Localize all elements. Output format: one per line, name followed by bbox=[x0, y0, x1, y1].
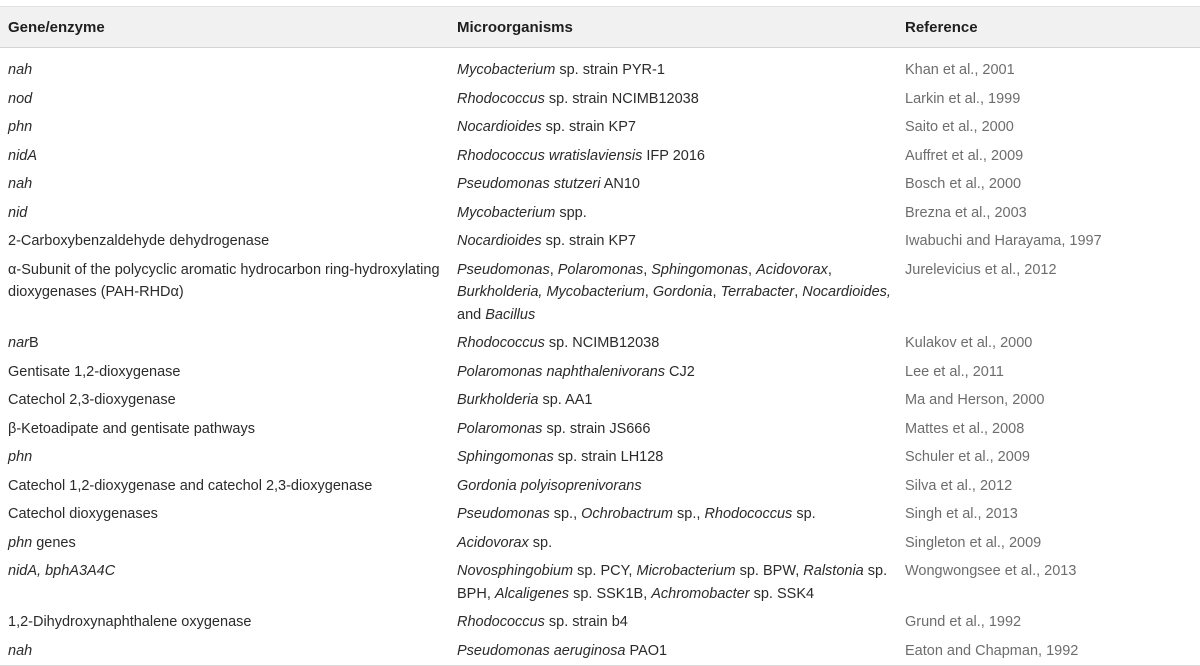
cell-microorganisms bbox=[449, 329, 897, 358]
cell-text: Sphingomonas bbox=[457, 449, 554, 465]
header-row bbox=[0, 7, 1200, 48]
cell-reference: Singh et al., 2013 bbox=[905, 506, 1018, 522]
cell-text: Nocardioides bbox=[457, 119, 542, 135]
cell-text: sp. AA1 bbox=[538, 392, 593, 408]
cell-text: sp., bbox=[673, 506, 705, 522]
table-row bbox=[0, 386, 1200, 415]
cell-gene-enzyme bbox=[0, 85, 449, 114]
cell-text: Gordonia bbox=[652, 284, 713, 300]
cell-text: Pseudomonas aeruginosa bbox=[457, 642, 626, 659]
cell-gene-enzyme bbox=[0, 386, 449, 415]
cell-text: sp. strain KP7 bbox=[541, 233, 636, 249]
cell-text: sp. strain b4 bbox=[544, 614, 628, 630]
cell-microorganisms bbox=[449, 608, 897, 637]
cell-reference: Auffret et al., 2009 bbox=[905, 147, 1024, 164]
cell-microorganisms bbox=[449, 199, 897, 228]
cell-text: Rhodococcus bbox=[704, 506, 793, 522]
cell-text: nidA, bphA3A4C bbox=[8, 563, 116, 579]
cell-text: sp. SSK4 bbox=[749, 585, 815, 602]
cell-text: sp. strain NCIMB12038 bbox=[544, 90, 699, 107]
cell-microorganisms bbox=[449, 256, 897, 330]
cell-text: Achromobacter bbox=[651, 585, 750, 602]
cell-text: Alcaligenes bbox=[494, 585, 570, 602]
cell-text: sp., bbox=[549, 506, 582, 522]
cell-reference: Khan et al., 2001 bbox=[905, 62, 1015, 78]
cell-text: , bbox=[712, 284, 721, 300]
cell-text: nah bbox=[8, 642, 33, 659]
cell-microorganisms bbox=[449, 415, 897, 444]
cell-text: sp. bbox=[528, 534, 553, 551]
cell-microorganisms bbox=[449, 142, 897, 171]
cell-text: sp. strain PYR-1 bbox=[555, 62, 665, 78]
cell-text: Mycobacterium bbox=[457, 204, 556, 221]
cell-text: , bbox=[644, 284, 653, 300]
table-row bbox=[0, 85, 1200, 114]
cell-text: α-Subunit of the polycyclic aromatic hydrocarbon ring-hydroxylating dioxygenases (PAH-RHDα) bbox=[8, 261, 440, 300]
cell-text: sp. SSK1B, bbox=[569, 585, 652, 602]
table-header bbox=[0, 7, 1200, 48]
cell-text: , bbox=[549, 261, 558, 278]
table-row bbox=[0, 415, 1200, 444]
cell-text: Polaromonas bbox=[557, 261, 644, 278]
table-body bbox=[0, 48, 1200, 666]
cell-gene-enzyme bbox=[0, 199, 449, 228]
cell-text: sp. strain JS666 bbox=[542, 420, 651, 437]
cell-microorganisms bbox=[449, 113, 897, 142]
cell-text: Rhodococcus wratislaviensis bbox=[457, 147, 643, 164]
cell-reference: Iwabuchi and Harayama, 1997 bbox=[905, 233, 1102, 249]
cell-reference: Schuler et al., 2009 bbox=[905, 449, 1030, 465]
cell-gene-enzyme bbox=[0, 557, 449, 608]
cell-microorganisms bbox=[449, 557, 897, 608]
cell-microorganisms bbox=[449, 48, 897, 85]
cell-gene-enzyme bbox=[0, 443, 449, 472]
cell-text: Rhodococcus bbox=[457, 90, 545, 107]
cell-text: nah bbox=[8, 62, 33, 78]
table-row bbox=[0, 142, 1200, 171]
cell-reference: Kulakov et al., 2000 bbox=[905, 335, 1033, 351]
cell-text: Terrabacter bbox=[720, 284, 795, 300]
cell-text: Burkholderia, Mycobacterium bbox=[457, 284, 645, 300]
cell-microorganisms bbox=[449, 529, 897, 558]
cell-text: Novosphingobium bbox=[457, 563, 574, 579]
cell-microorganisms bbox=[449, 637, 897, 666]
cell-text: B bbox=[28, 335, 39, 351]
cell-text: Acidovorax bbox=[457, 534, 529, 551]
table-row bbox=[0, 329, 1200, 358]
table-row bbox=[0, 199, 1200, 228]
table-row bbox=[0, 256, 1200, 330]
cell-microorganisms bbox=[449, 443, 897, 472]
cell-text: nar bbox=[8, 335, 29, 351]
cell-reference: Singleton et al., 2009 bbox=[905, 534, 1042, 551]
cell-text: Pseudomonas bbox=[457, 261, 550, 278]
cell-text: sp. strain LH128 bbox=[553, 449, 664, 465]
cell-text: genes bbox=[32, 534, 76, 551]
cell-microorganisms bbox=[449, 170, 897, 199]
cell-reference: Brezna et al., 2003 bbox=[905, 204, 1027, 221]
cell-microorganisms bbox=[449, 386, 897, 415]
cell-gene-enzyme bbox=[0, 608, 449, 637]
cell-text: Burkholderia bbox=[457, 392, 539, 408]
cell-text: phn bbox=[8, 449, 33, 465]
cell-text: Polaromonas bbox=[457, 420, 543, 437]
table-row bbox=[0, 637, 1200, 666]
cell-gene-enzyme bbox=[0, 48, 449, 85]
cell-text: Ralstonia bbox=[803, 563, 864, 579]
cell-text: Rhodococcus bbox=[457, 335, 545, 351]
cell-text: sp. PCY, bbox=[573, 563, 637, 579]
cell-microorganisms bbox=[449, 500, 897, 529]
cell-text: Nocardioides, bbox=[802, 284, 891, 300]
cell-text: Pseudomonas bbox=[457, 506, 550, 522]
table-row bbox=[0, 529, 1200, 558]
cell-text: phn bbox=[8, 119, 33, 135]
cell-text: spp. bbox=[555, 204, 587, 221]
cell-text: nidA bbox=[8, 147, 38, 164]
cell-text: Acidovorax bbox=[756, 261, 828, 278]
cell-text: 2-Carboxybenzaldehyde dehydrogenase bbox=[8, 233, 270, 249]
cell-text: Polaromonas naphthalenivorans bbox=[457, 363, 665, 380]
cell-microorganisms bbox=[449, 472, 897, 501]
cell-text: β-Ketoadipate and gentisate pathways bbox=[8, 420, 255, 437]
cell-gene-enzyme bbox=[0, 227, 449, 256]
cell-reference: Ma and Herson, 2000 bbox=[905, 392, 1045, 408]
table-row bbox=[0, 500, 1200, 529]
table-row bbox=[0, 557, 1200, 608]
table-row bbox=[0, 443, 1200, 472]
cell-gene-enzyme bbox=[0, 358, 449, 387]
cell-text: sp. NCIMB12038 bbox=[544, 335, 660, 351]
cell-text: AN10 bbox=[600, 176, 640, 192]
cell-text: Nocardioides bbox=[457, 233, 542, 249]
cell-text: Catechol 2,3-dioxygenase bbox=[8, 392, 176, 408]
cell-text: Catechol dioxygenases bbox=[8, 506, 158, 522]
header-gene-enzyme: Gene/enzyme bbox=[8, 18, 105, 36]
table-row bbox=[0, 472, 1200, 501]
cell-text: nah bbox=[8, 176, 33, 192]
cell-gene-enzyme bbox=[0, 500, 449, 529]
cell-microorganisms bbox=[449, 358, 897, 387]
table-row bbox=[0, 48, 1200, 85]
cell-text: sp. BPW, bbox=[735, 563, 804, 579]
cell-text: Sphingomonas bbox=[651, 261, 749, 278]
header-microorganisms: Microorganisms bbox=[457, 18, 573, 36]
cell-gene-enzyme bbox=[0, 113, 449, 142]
cell-reference: Wongwongsee et al., 2013 bbox=[905, 563, 1077, 579]
cell-microorganisms bbox=[449, 227, 897, 256]
cell-text: sp. bbox=[792, 506, 816, 522]
cell-text: 1,2-Dihydroxynaphthalene oxygenase bbox=[8, 614, 252, 630]
gene-enzyme-table bbox=[0, 6, 1200, 666]
cell-gene-enzyme bbox=[0, 170, 449, 199]
table-row bbox=[0, 358, 1200, 387]
cell-reference: Eaton and Chapman, 1992 bbox=[905, 642, 1079, 659]
cell-gene-enzyme bbox=[0, 142, 449, 171]
cell-text: sp. strain KP7 bbox=[541, 119, 636, 135]
cell-reference: Silva et al., 2012 bbox=[905, 477, 1013, 494]
cell-text: phn bbox=[8, 534, 33, 551]
table-row bbox=[0, 608, 1200, 637]
cell-gene-enzyme bbox=[0, 329, 449, 358]
cell-text: and bbox=[457, 306, 486, 323]
cell-text: Mycobacterium bbox=[457, 62, 556, 78]
cell-text: PAO1 bbox=[625, 642, 668, 659]
cell-text: sp. BPH, bbox=[457, 563, 888, 602]
cell-text: Ochrobactrum bbox=[581, 506, 674, 522]
cell-reference: Saito et al., 2000 bbox=[905, 119, 1014, 135]
cell-reference: Larkin et al., 1999 bbox=[905, 90, 1021, 107]
table-row bbox=[0, 170, 1200, 199]
cell-reference: Lee et al., 2011 bbox=[905, 363, 1004, 380]
cell-text: nid bbox=[8, 204, 28, 221]
cell-text: IFP 2016 bbox=[642, 147, 705, 164]
cell-text: Microbacterium bbox=[636, 563, 736, 579]
table-row bbox=[0, 227, 1200, 256]
cell-microorganisms bbox=[449, 85, 897, 114]
cell-text: Pseudomonas stutzeri bbox=[457, 176, 601, 192]
cell-text: , bbox=[794, 284, 803, 300]
cell-text: nod bbox=[8, 90, 33, 107]
cell-reference: Mattes et al., 2008 bbox=[905, 420, 1025, 437]
cell-text: Rhodococcus bbox=[457, 614, 545, 630]
cell-gene-enzyme bbox=[0, 415, 449, 444]
cell-reference: Jurelevicius et al., 2012 bbox=[905, 261, 1057, 278]
cell-text: , bbox=[748, 261, 757, 278]
cell-gene-enzyme bbox=[0, 472, 449, 501]
cell-text: Gordonia polyisoprenivorans bbox=[457, 477, 642, 494]
cell-text: , bbox=[643, 261, 652, 278]
cell-text: Catechol 1,2-dioxygenase and catechol 2,3-dioxygenase bbox=[8, 477, 373, 494]
cell-gene-enzyme bbox=[0, 637, 449, 666]
header-reference: Reference bbox=[905, 18, 978, 36]
cell-text: Bacillus bbox=[485, 306, 536, 323]
cell-text: CJ2 bbox=[664, 363, 695, 380]
cell-text: , bbox=[827, 261, 832, 278]
cell-gene-enzyme bbox=[0, 529, 449, 558]
cell-gene-enzyme bbox=[0, 256, 449, 330]
table-row bbox=[0, 113, 1200, 142]
cell-reference: Bosch et al., 2000 bbox=[905, 176, 1022, 192]
cell-reference: Grund et al., 1992 bbox=[905, 614, 1022, 630]
cell-text: Gentisate 1,2-dioxygenase bbox=[8, 363, 181, 380]
